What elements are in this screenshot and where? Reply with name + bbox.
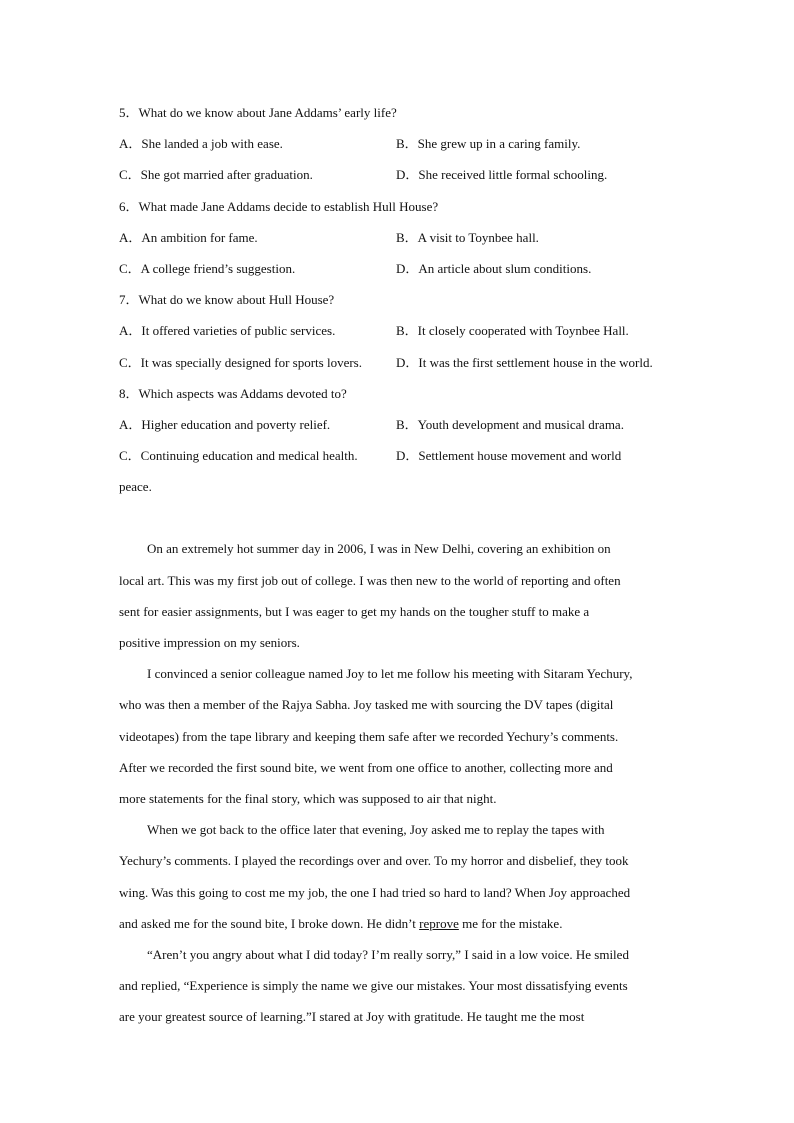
- section-spacer: [119, 506, 679, 537]
- question-6-option-d: D．An article about slum conditions.: [396, 260, 592, 276]
- question-5-options-row-2: [119, 163, 679, 194]
- paragraph-line: wing. Was this going to cost me my job, the one I had tried so hard to land? When Joy approached: [119, 884, 631, 900]
- paragraph-line: are your greatest source of learning.”I stared at Joy with gratitude. He taught me the most: [119, 1009, 585, 1025]
- paragraph-line: sent for easier assignments, but I was eager to get my hands on the tougher stuff to make a: [119, 603, 590, 619]
- paragraph-line: and replied, “Experience is simply the name we give our mistakes. Your most dissatisfying events: [119, 978, 628, 994]
- question-6-option-b: B．A visit to Toynbee hall.: [396, 229, 539, 245]
- question-5-option-b: B．She grew up in a caring family.: [396, 136, 581, 152]
- question-6-options-row-2: [119, 257, 679, 288]
- question-5-options-row-1: [119, 132, 679, 163]
- paragraph-line: “Aren’t you angry about what I did today? I’m really sorry,” I said in a low voice. He smiled: [147, 946, 629, 962]
- passage-paragraph-1: [119, 537, 679, 662]
- document-page: [119, 101, 679, 1036]
- question-7-option-a: A．It offered varieties of public services.: [119, 323, 336, 339]
- paragraph-line: who was then a member of the Rajya Sabha. Joy tasked me with sourcing the DV tapes (digital: [119, 697, 614, 713]
- question-8-options-row-2: [119, 444, 679, 475]
- question-7-options-row-2: [119, 351, 679, 382]
- question-8-option-d: D．Settlement house movement and world: [396, 448, 622, 464]
- question-6-option-a: A．An ambition for fame.: [119, 229, 258, 245]
- question-7-options-row-1: [119, 319, 679, 350]
- question-8-option-b: B．Youth development and musical drama.: [396, 416, 624, 432]
- underlined-word-reprove: reprove: [419, 915, 459, 931]
- paragraph-line: I convinced a senior colleague named Joy to let me follow his meeting with Sitaram Yechury,: [147, 666, 633, 682]
- question-8-stem: 8．Which aspects was Addams devoted to?: [119, 385, 347, 401]
- question-7-option-d: D．It was the first settlement house in the world.: [396, 354, 653, 370]
- question-8-option-a: A．Higher education and poverty relief.: [119, 416, 331, 432]
- question-6-option-c: C．A college friend’s suggestion.: [119, 260, 296, 276]
- paragraph-line: Yechury’s comments. I played the recordings over and over. To my horror and disbelief, they took: [119, 853, 629, 869]
- paragraph-line: When we got back to the office later that evening, Joy asked me to replay the tapes with: [147, 822, 605, 838]
- paragraph-text: and asked me for the sound bite, I broke down. He didn’t: [119, 915, 420, 931]
- question-8-option-c: C．Continuing education and medical health.: [119, 448, 358, 464]
- question-8-option-d-continuation: peace.: [119, 479, 152, 495]
- question-6-options-row-1: [119, 226, 679, 257]
- paragraph-line: videotapes) from the tape library and keeping them safe after we recorded Yechury’s comments.: [119, 728, 619, 744]
- passage-paragraph-4: [119, 943, 679, 1037]
- question-8-options-row-1: [119, 413, 679, 444]
- question-5-option-a: A．She landed a job with ease.: [119, 136, 283, 152]
- paragraph-line: local art. This was my first job out of college. I was then new to the world of reporting and often: [119, 572, 621, 588]
- paragraph-line: positive impression on my seniors.: [119, 635, 300, 650]
- question-7-stem: 7．What do we know about Hull House?: [119, 292, 335, 308]
- paragraph-line: After we recorded the first sound bite, we went from one office to another, collecting more and: [119, 759, 613, 775]
- question-5-option-d: D．She received little formal schooling.: [396, 167, 608, 183]
- question-6-stem: 6．What made Jane Addams decide to establish Hull House?: [119, 198, 439, 214]
- paragraph-line: more statements for the final story, which was supposed to air that night.: [119, 790, 497, 806]
- question-5-stem: 5．What do we know about Jane Addams’ early life?: [119, 105, 397, 120]
- paragraph-line: [119, 912, 679, 943]
- question-5-option-c: C．She got married after graduation.: [119, 167, 313, 183]
- paragraph-line: On an extremely hot summer day in 2006, I was in New Delhi, covering an exhibition on: [147, 541, 611, 557]
- passage-paragraph-3: [119, 818, 679, 943]
- paragraph-text: me for the mistake.: [458, 915, 563, 931]
- passage-paragraph-2: [119, 662, 679, 818]
- question-7-option-b: B．It closely cooperated with Toynbee Hall.: [396, 323, 629, 339]
- question-7-option-c: C．It was specially designed for sports lovers.: [119, 354, 362, 370]
